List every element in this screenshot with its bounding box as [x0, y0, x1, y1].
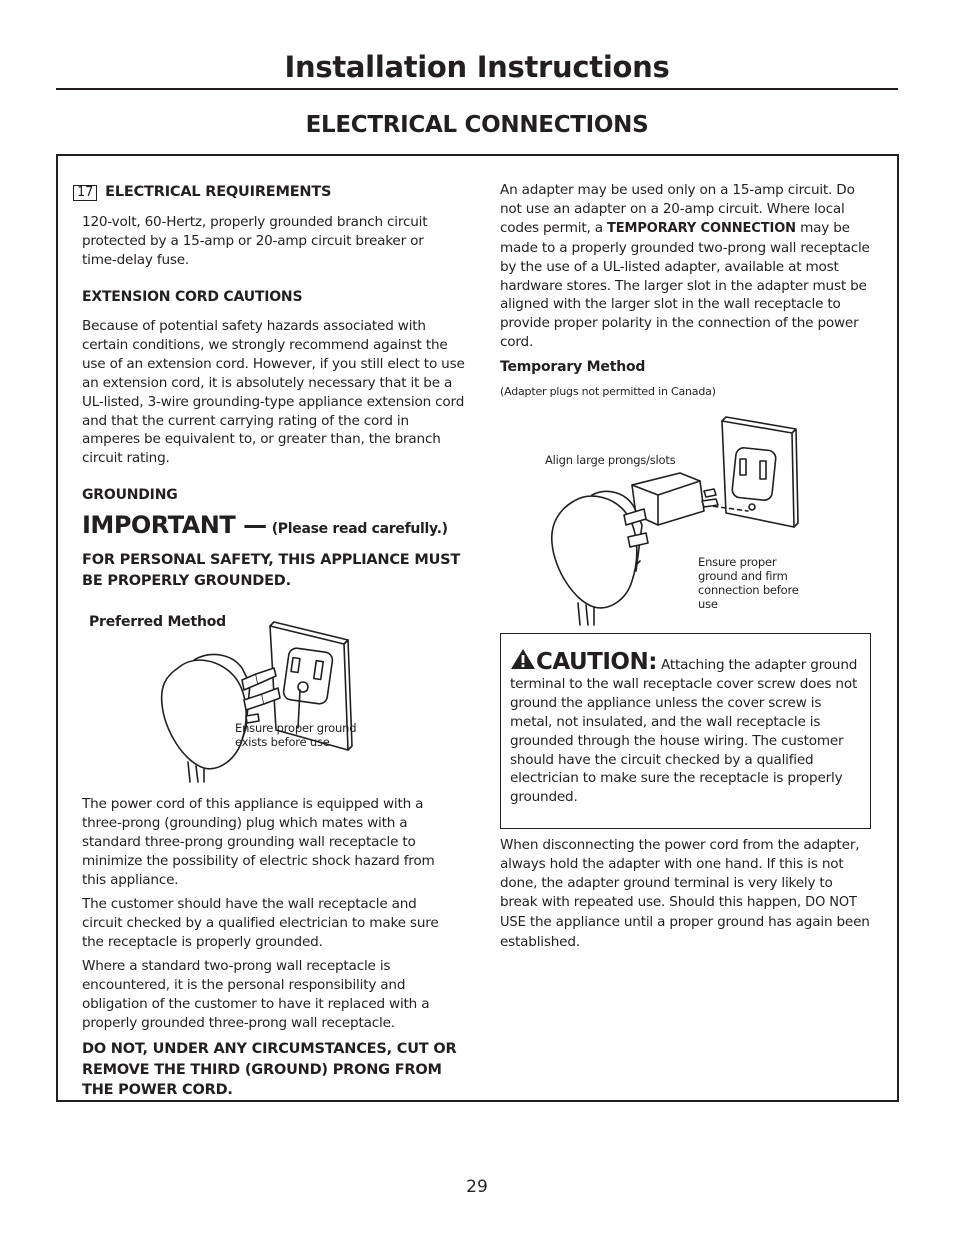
grounding-heading: GROUNDING: [82, 487, 178, 503]
temporary-method-heading: Temporary Method: [500, 359, 646, 375]
disconnect-text-b: the appliance until a proper ground has again been established.: [500, 913, 870, 950]
extension-cord-body: Because of potential safety hazards associated with certain conditions, we strongly recommend against the use of an extension cord. However, if you still elect to use an extension cord, it is absolutely necessary that it be a UL-listed, 3-wire grounding-type appliance extension cord and that the current carrying rating of the cord in amperes be equivalent to, or greater than, the branch circuit rating.: [82, 318, 465, 467]
important-word: IMPORTANT —: [82, 511, 267, 539]
page-title: Installation Instructions: [284, 50, 670, 84]
canada-note: (Adapter plugs not permitted in Canada): [500, 385, 716, 398]
receptacle-check-paragraph: The customer should have the wall receptacle and circuit checked by a qualified electrician to make sure the receptacle is properly grounded.: [82, 896, 439, 950]
preferred-method-caption: Ensure proper ground exists before use: [235, 721, 357, 749]
do-not-cut-warning: DO NOT, UNDER ANY CIRCUMSTANCES, CUT OR REMOVE THE THIRD (GROUND) PRONG FROM THE POWER CORD.: [82, 1041, 457, 1098]
caution-text: Attaching the adapter ground terminal to the wall receptacle cover screw does not ground the appliance unless the cover screw is metal, not insulated, and the wall receptacle is grounded through the house wiring. The customer should have the circuit checked by a qualified electrician to make sure the receptacle is properly grounded.: [510, 657, 858, 806]
disconnect-text-a: When disconnecting the power cord from the adapter, always hold the adapter with one hand. If this is not done, the adapter ground terminal is very likely to break with repeated use. Should this happen,: [500, 837, 860, 910]
preferred-method-label: Preferred Method: [89, 614, 226, 630]
warning-triangle-icon: [510, 648, 536, 670]
page-number: 29: [466, 1177, 488, 1197]
power-cord-paragraph: The power cord of this appliance is equipped with a three-prong (grounding) plug which mates with a standard three-prong grounding wall receptacle to minimize the possibility of electric shock hazard from this appliance.: [82, 796, 435, 888]
adapter-paragraph: [500, 181, 872, 352]
title-divider: [56, 88, 898, 90]
caution-word: CAUTION:: [536, 649, 657, 675]
extension-cord-heading: EXTENSION CORD CAUTIONS: [82, 289, 303, 305]
ensure-ground-caption: Ensure proper ground and firm connection before use: [698, 555, 799, 611]
important-line: [82, 511, 462, 539]
temporary-connection-term: TEMPORARY CONNECTION: [606, 220, 796, 236]
section-title: ELECTRICAL CONNECTIONS: [305, 112, 649, 138]
do-not-use-term: DO NOT USE: [500, 894, 857, 930]
electrical-requirements-label: ELECTRICAL REQUIREMENTS: [105, 184, 332, 200]
two-prong-paragraph: Where a standard two-prong wall receptacle is encountered, it is the personal responsibility and obligation of the customer to have it replaced with a properly grounded three-prong wall receptacle.: [82, 958, 430, 1031]
electrical-requirements-heading: [73, 184, 453, 201]
align-prongs-caption: Align large prongs/slots: [545, 453, 676, 467]
adapter-text-a: An adapter may be used only on a 15-amp circuit. Do not use an adapter on a 20-amp circuit. Where local codes permit, a: [500, 182, 855, 236]
disconnect-paragraph: [500, 836, 872, 951]
electrical-intro: 120-volt, 60-Hertz, properly grounded branch circuit protected by a 15-amp or 20-amp circuit breaker or time-delay fuse.: [82, 214, 428, 268]
adapter-text-b: may be made to a properly grounded two-prong wall receptacle by the use of a UL-listed adapter, available at most hardware stores. The larger slot in the adapter must be aligned with the larger slot in the wall receptacle to provide proper polarity in the connection of the power cord.: [500, 219, 870, 351]
safety-warning: FOR PERSONAL SAFETY, THIS APPLIANCE MUST BE PROPERLY GROUNDED.: [82, 552, 461, 589]
three-prong-plug-illustration: [158, 620, 358, 785]
important-note: (Please read carefully.): [271, 521, 448, 537]
step-number: 17: [73, 185, 97, 201]
caution-paragraph: [510, 648, 862, 807]
